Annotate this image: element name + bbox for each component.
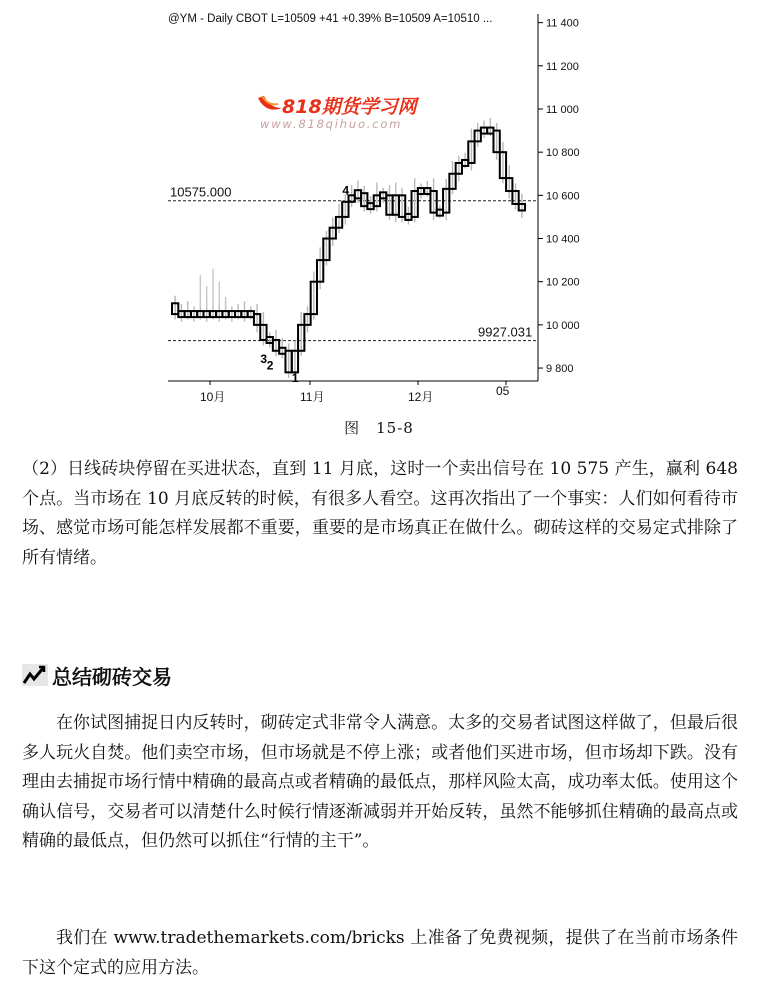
x-tick-label: 05: [496, 384, 510, 398]
paragraph-1: （2）日线砖块停留在买进状态，直到 11 月底，这时一个卖出信号在 10 575 产生，赢利 648 个点。当市场在 10 月底反转的时候，有很多人看空。这再次指出了一个事实：人们如何看待市场、感觉市场可能怎样发展都不重要，重要的是市场真正在做什么。砌砖这样的交易定式排除了所有情绪。: [22, 459, 738, 568]
annotation-label: 1: [291, 371, 299, 386]
watermark: [256, 92, 436, 138]
watermark-main-text: 818期货学习网: [282, 96, 417, 118]
section-title: 总结砌砖交易: [52, 664, 172, 689]
annotation-label: 4: [342, 183, 350, 198]
annotation-label: 3: [260, 351, 268, 366]
trend-line-icon: [22, 664, 48, 686]
y-tick-label: 10 000: [546, 319, 580, 332]
watermark-logo-icon: [256, 94, 284, 118]
y-tick-label: 10 400: [546, 233, 580, 246]
reference-label: 10575.000: [170, 184, 232, 200]
y-tick-label: 10 800: [546, 147, 580, 160]
paragraph-2: 在你试图捕捉日内反转时，砌砖定式非常令人满意。太多的交易者试图这样做了，但最后很多人玩火自焚。他们卖空市场，但市场就是不停上涨；或者他们买进市场，但市场却下跌。没有理由去捕捉市场行情中精确的最高点或者精确的最低点，那样风险太高，成功率太低。使用这个确认信号，交易者可以清楚什么时候行情逐渐减弱并开始反转，虽然不能够抓住精确的最高点或精确的最低点，但仍然可以抓住“行情的主干”。: [22, 713, 738, 851]
paragraph-3: 我们在 www.tradethemarkets.com/bricks 上准备了免费视频，提供了在当前市场条件下这个定式的应用方法。: [22, 928, 738, 978]
section-heading: [22, 660, 172, 690]
y-tick-label: 11 200: [546, 60, 579, 73]
chart-svg: [160, 0, 600, 404]
reference-label: 9927.031: [478, 324, 533, 340]
chart-title: @YM - Daily CBOT L=10509 +41 +0.39% B=10509 A=10510 ...: [168, 13, 493, 25]
renko-chart: [160, 0, 600, 404]
y-tick-label: 11 000: [546, 103, 579, 116]
figure-caption: 图 15-8: [344, 419, 414, 437]
x-tick-label: 10月: [200, 390, 226, 404]
y-tick-label: 10 600: [546, 190, 580, 203]
y-tick-label: 11 400: [546, 17, 579, 30]
y-tick-label: 10 200: [546, 276, 580, 289]
x-tick-label: 12月: [408, 390, 434, 404]
annotation-label: 2: [266, 358, 274, 373]
x-tick-label: 11月: [300, 390, 325, 404]
y-tick-label: 9 800: [546, 363, 574, 376]
watermark-url: www.818qihuo.com: [260, 117, 403, 131]
